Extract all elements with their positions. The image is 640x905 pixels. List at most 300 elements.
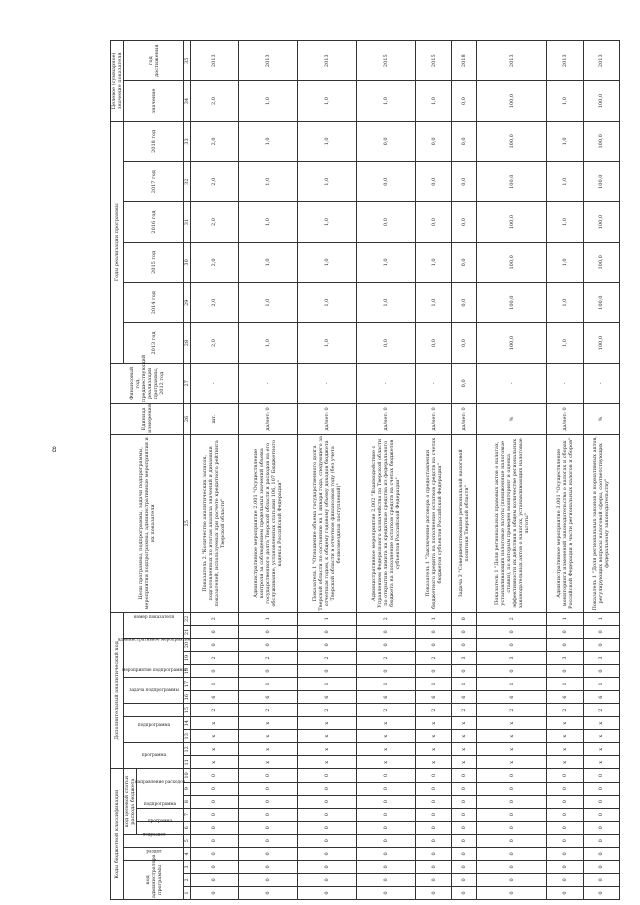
fin-header: Финансовый год, предшествующий реализации программы, 2012 год [111,363,184,403]
code-cell: х [547,743,583,756]
code-cell: х [238,717,297,730]
target-group-header: Целевое (суммарное) значение показателя [111,41,124,122]
rotated-table-sheet [110,40,620,900]
code-cell: 1 [238,678,297,691]
table-row [583,41,619,900]
code-cell: 2 [238,704,297,717]
year-value-cell: 1,0 [238,162,297,202]
target-value-cell: 100,0 [476,81,547,121]
code-cell: 0 [547,886,583,899]
column-number: 26 [184,404,191,435]
year-value-cell: 1,0 [547,162,583,202]
code-cell: 0 [238,873,297,886]
page-number: 8 [52,446,57,454]
code-cell: 0 [415,808,451,821]
code-cell: х [297,743,356,756]
code-cell: 0 [356,886,415,899]
code-cell: 1 [583,612,619,625]
code-cell: 2 [356,612,415,625]
code-cell: х [452,743,477,756]
goal-text: Административное мероприятие 3.001 "Осуществление мониторинга изменений законодательства о налогах и сборах Российской Федерации в части региональных налогов и сборов" [547,434,583,612]
code-cell: 0 [238,834,297,847]
year-value-cell: 2,0 [191,323,239,363]
column-number: 9 [184,782,191,795]
year-value-cell: 100,0 [583,162,619,202]
year-value-cell: 1,0 [547,202,583,242]
code-cell: 0 [297,769,356,782]
code-cell: 0 [356,638,415,651]
code-cell: 0 [547,873,583,886]
code-cell: х [583,756,619,769]
year-value-cell: 1,0 [547,323,583,363]
code-cell: 0 [476,847,547,860]
table-row [238,41,297,900]
code-cell: 0 [547,821,583,834]
an-event-label: мероприятие подпрограммы [121,667,186,673]
unit-cell: да/нет: 0 [356,404,415,435]
code-cell: 6 [415,691,451,704]
column-number: 20 [184,638,191,651]
code-cell: 0 [356,834,415,847]
code-cell: х [238,730,297,743]
table-row [356,41,415,900]
code-cell: х [297,756,356,769]
code-cell: 0 [452,769,477,782]
target-year-cell: 2013 [297,41,356,81]
code-cell: 0 [415,821,451,834]
code-cell: 0 [476,625,547,638]
year-value-cell: 1,0 [356,242,415,282]
header-row-1 [111,41,124,900]
column-number: 32 [184,162,191,202]
year-value-cell: 1,0 [238,202,297,242]
code-cell: 0 [476,638,547,651]
rotated-content [110,40,620,900]
code-cell: 0 [476,821,547,834]
fin-cell: - [356,363,415,403]
code-cell: 0 [297,782,356,795]
year-value-cell: 100,0 [583,202,619,242]
code-cell: 0 [547,834,583,847]
code-cell: 0 [415,638,451,651]
code-cell: х [191,756,239,769]
code-cell: х [415,730,451,743]
analytic-group-header: Дополнительный аналитический код [111,612,124,769]
code-cell: 0 [356,665,415,678]
year-value-cell: 1,0 [297,202,356,242]
code-cell: 0 [238,886,297,899]
target-year-cell: 2015 [415,41,451,81]
code-cell: 0 [452,808,477,821]
code-cell: 2 [238,651,297,664]
year-2013-header: 2013 год [124,323,184,363]
code-cell: 0 [476,808,547,821]
year-value-cell: 1,0 [297,162,356,202]
year-value-cell: 0,0 [415,202,451,242]
table-row [415,41,451,900]
year-value-cell: 100,0 [476,283,547,323]
code-cell: 0 [191,665,239,678]
goal-header: Цели программы, подпрограммы, задачи подпрограммы, мероприятия подпрограммы, административные мероприятия и их показатели [111,434,184,612]
code-cell: 0 [191,808,239,821]
an-number-label: номер показателя [133,613,174,619]
code-cell: 0 [191,886,239,899]
goal-text: Показатель 1 "Доля региональных законов и нормативных актов, регулирующих вопросы налоговой сферы, соответствующих федеральному законодательству" [583,434,619,612]
fin-cell: - [238,363,297,403]
code-cell: 0 [356,625,415,638]
code-cell: 0 [415,625,451,638]
goal-text: Показатель 2 "Количество аналитических записок, подготовленных по итогам анализа значений и динамики показателей, используемых при расчете кредитного рейтинга Тверской области" [191,434,239,612]
code-cell: 0 [415,834,451,847]
unit-cell: да/нет: 0 [415,404,451,435]
code-cell: 2 [356,651,415,664]
code-cell: х [415,756,451,769]
code-cell: 2 [583,704,619,717]
code-cell: 0 [476,769,547,782]
year-value-cell: 1,0 [297,121,356,161]
year-value-cell: 0,0 [415,323,451,363]
code-cell: 0 [191,638,239,651]
code-cell: х [297,730,356,743]
code-cell: 0 [476,860,547,873]
year-value-cell: 1,0 [415,283,451,323]
code-cell: 0 [415,795,451,808]
goal-text: Административное мероприятие 2.001 "Осуществление контроля за соблюдением предельных значений объема государственного долга Тверской области и расходов на его обслуживание, установленных статьями 106, 107 Бюджетного кодекса Российской Федерации" [238,434,297,612]
target-value-cell: 1,0 [356,81,415,121]
subsection-header [124,831,184,847]
code-cell: х [476,743,547,756]
year-value-cell: 2,0 [191,162,239,202]
code-cell: 0 [297,860,356,873]
code-cell: 0 [583,873,619,886]
code-cell: 0 [191,847,239,860]
column-number: 5 [184,834,191,847]
year-value-cell: 1,0 [547,283,583,323]
column-number: 14 [184,717,191,730]
code-cell: 0 [238,860,297,873]
code-cell: 0 [415,873,451,886]
year-value-cell: 100,0 [476,202,547,242]
year-value-cell: 0,0 [356,202,415,242]
year-2014-header: 2014 год [124,283,184,323]
an-subprogram-header [124,717,184,743]
table-row [191,41,239,900]
code-cell: 0 [476,834,547,847]
table-row [476,41,547,900]
year-value-cell: 1,0 [238,323,297,363]
code-cell: 0 [191,625,239,638]
target-value-cell: 100,0 [583,81,619,121]
an-program-header [124,743,184,769]
code-cell: х [356,717,415,730]
code-cell: 0 [452,638,477,651]
column-number: 4 [184,847,191,860]
code-cell: 1 [238,612,297,625]
target-subprogram-label: подпрограмма [143,800,177,806]
table-row [452,41,477,900]
year-value-cell: 0,0 [356,121,415,161]
code-cell: 0 [583,860,619,873]
code-cell: 0 [547,665,583,678]
code-cell: 0 [476,782,547,795]
code-cell: х [583,717,619,730]
code-cell: 0 [583,847,619,860]
target-year-cell: 2013 [583,41,619,81]
code-cell: 0 [238,769,297,782]
column-number: 7 [184,808,191,821]
code-cell: 6 [238,691,297,704]
code-cell: 0 [238,638,297,651]
unit-cell: да/нет: 0 [297,404,356,435]
code-cell: 0 [415,769,451,782]
year-value-cell: 0,0 [452,162,477,202]
year-value-cell: 1,0 [238,121,297,161]
year-value-cell: 1,0 [297,242,356,282]
year-2017-header: 2017 год [124,162,184,202]
code-cell: х [452,717,477,730]
year-value-cell: 0,0 [452,121,477,161]
an-subprogram-label: подпрограмма [137,722,170,728]
year-value-cell: 0,0 [452,283,477,323]
code-cell: х [452,730,477,743]
code-cell: 3 [547,651,583,664]
code-cell: 0 [356,860,415,873]
code-cell: 0 [238,625,297,638]
year-value-cell: 100,0 [476,323,547,363]
code-cell: 0 [297,886,356,899]
code-cell: 0 [297,808,356,821]
code-cell: 0 [356,782,415,795]
code-cell: х [297,717,356,730]
code-cell: 0 [547,847,583,860]
year-value-cell: 100,0 [476,242,547,282]
code-cell: 2 [415,704,451,717]
column-number: 13 [184,730,191,743]
code-cell: х [238,756,297,769]
target-direction-label: направление расходов [134,778,186,784]
code-cell: 1 [547,612,583,625]
code-cell: 0 [583,834,619,847]
code-cell: 0 [191,834,239,847]
unit-header: Единица измерения [111,404,184,435]
year-value-cell: 1,0 [547,121,583,161]
code-cell: 6 [476,691,547,704]
code-cell: 3 [476,651,547,664]
code-cell: 0 [583,782,619,795]
code-cell: 0 [415,886,451,899]
goal-text: Показатель 1 "Отношение объема государственного долга Тверской области по состоянию на 1 января года, следующего за отчетным годом, к общему годовому объему доходов бюджета Тверской области в отчетном финансовом году (без учета безвозмездных поступлений)" [297,434,356,612]
unit-cell: да/нет: 0 [238,404,297,435]
code-cell: 0 [476,873,547,886]
code-cell: х [547,756,583,769]
an-admin-label: административное мероприятие [117,636,190,642]
code-cell: 2 [547,704,583,717]
code-cell: х [547,730,583,743]
code-cell: 0 [476,795,547,808]
fin-cell: - [547,363,583,403]
code-cell: х [452,756,477,769]
code-cell: 0 [583,821,619,834]
year-value-cell: 0,0 [452,202,477,242]
code-cell: 0 [297,873,356,886]
year-value-cell: 0,0 [356,162,415,202]
fin-cell: - [415,363,451,403]
code-cell: 2 [356,704,415,717]
column-number: 34 [184,81,191,121]
column-number: 30 [184,242,191,282]
fin-cell: - [476,363,547,403]
code-cell: 3 [583,651,619,664]
column-number: 35 [184,41,191,81]
fin-cell: - [191,363,239,403]
code-cell: 0 [415,782,451,795]
target-value-cell: 1,0 [415,81,451,121]
admin-code-header: код администратора программы [124,860,184,899]
code-cell: 0 [356,873,415,886]
year-2016-header: 2016 год [124,202,184,242]
column-number: 17 [184,678,191,691]
code-cell: 0 [452,886,477,899]
column-number: 15 [184,704,191,717]
year-value-cell: 0,0 [452,323,477,363]
code-cell: 0 [547,625,583,638]
code-cell: 0 [583,886,619,899]
target-year-header: год достижения [124,41,184,81]
code-cell: 6 [547,691,583,704]
code-cell: 1 [415,612,451,625]
table-row [547,41,583,900]
unit-cell: шт. [191,404,239,435]
code-cell: 2 [191,651,239,664]
code-cell: х [415,717,451,730]
target-year-cell: 2018 [452,41,477,81]
code-cell: 0 [238,782,297,795]
an-task-header [124,687,184,717]
year-value-cell: 100,0 [583,121,619,161]
code-cell: 6 [452,691,477,704]
code-cell: 1 [191,678,239,691]
column-number: 12 [184,743,191,756]
code-cell: 6 [297,691,356,704]
code-cell: 0 [583,665,619,678]
code-cell: 0 [356,821,415,834]
code-cell: 0 [476,665,547,678]
code-cell: х [476,730,547,743]
goal-text: Задача 3 "Совершенствование региональной налоговой политики Тверской области" [452,434,477,612]
target-year-cell: 2013 [191,41,239,81]
column-number: 31 [184,202,191,242]
target-program-label: программа [147,817,173,823]
column-number: 27 [184,363,191,403]
an-task-label: задача подпрограммы [128,687,179,693]
year-value-cell: 0,0 [415,121,451,161]
unit-cell: да/нет: 0 [547,404,583,435]
code-cell: 0 [452,665,477,678]
code-cell: 0 [547,638,583,651]
code-cell: 0 [547,782,583,795]
year-value-cell: 0,0 [452,242,477,282]
code-cell: 0 [452,847,477,860]
table-row [297,41,356,900]
code-cell: 0 [452,873,477,886]
code-cell: 0 [297,638,356,651]
year-value-cell: 2,0 [191,121,239,161]
code-cell: 2 [452,704,477,717]
year-value-cell: 1,0 [238,242,297,282]
year-value-cell: 1,0 [238,283,297,323]
code-cell: 0 [238,665,297,678]
code-cell: х [583,730,619,743]
goal-text: Административное мероприятие 2.002 "Взаимодействие с Управлением Федерального казначейства по Тверской области по открытию лимита на кредитные средства из федерального бюджета на пополнение остатков средств на счетах бюджетов субъектов Российской Федерации" [356,434,415,612]
unit-cell: % [476,404,547,435]
code-cell: 0 [452,612,477,625]
column-number: 2 [184,873,191,886]
code-cell: 1 [583,678,619,691]
unit-cell: да/нет: 0 [452,404,477,435]
code-cell: 0 [476,886,547,899]
code-cell: 0 [297,665,356,678]
column-number: 19 [184,651,191,664]
table-body [191,41,620,900]
code-cell: 6 [191,691,239,704]
code-cell: 0 [356,808,415,821]
fin-cell: - [583,363,619,403]
goal-text: Показатель 1 "Заключение договора о предоставлении бюджетного кредита на пополнение остатков средств на счетах бюджетов субъектов Российской Федерации" [415,434,451,612]
year-value-cell: 100,0 [583,283,619,323]
code-cell: 0 [238,795,297,808]
an-number-header [124,612,184,638]
code-cell: 0 [238,808,297,821]
unit-cell: % [583,404,619,435]
section-header [124,847,184,860]
code-cell: 6 [356,691,415,704]
code-cell: х [191,717,239,730]
target-year-cell: 2013 [547,41,583,81]
target-item-header: код целевой статьи расхода бюджета [124,769,137,834]
code-cell: 0 [415,665,451,678]
column-number: 16 [184,691,191,704]
code-cell: 1 [476,678,547,691]
year-value-cell: 2,0 [191,202,239,242]
column-number: 28 [184,323,191,363]
year-value-cell: 100,0 [476,162,547,202]
code-cell: 0 [415,860,451,873]
kbk-group-header: Коды бюджетной классификации [111,769,124,900]
code-cell: х [583,743,619,756]
target-year-cell: 2013 [476,41,547,81]
code-cell: 0 [191,782,239,795]
an-program-label: программа [141,752,166,758]
code-cell: 0 [238,821,297,834]
target-value-cell: 1,0 [547,81,583,121]
year-value-cell: 100,0 [583,242,619,282]
code-cell: 0 [297,834,356,847]
code-cell: 0 [238,847,297,860]
year-value-cell: 1,0 [356,283,415,323]
code-cell: х [415,743,451,756]
code-cell: х [356,743,415,756]
column-number: 6 [184,821,191,834]
section-label: раздел [145,848,162,854]
code-cell: х [191,743,239,756]
column-number: 8 [184,795,191,808]
column-number: 3 [184,860,191,873]
column-number: 33 [184,121,191,161]
code-cell: х [191,730,239,743]
code-cell: 2 [415,651,451,664]
subsection-label: подраздел [141,831,166,837]
code-cell: 0 [547,795,583,808]
